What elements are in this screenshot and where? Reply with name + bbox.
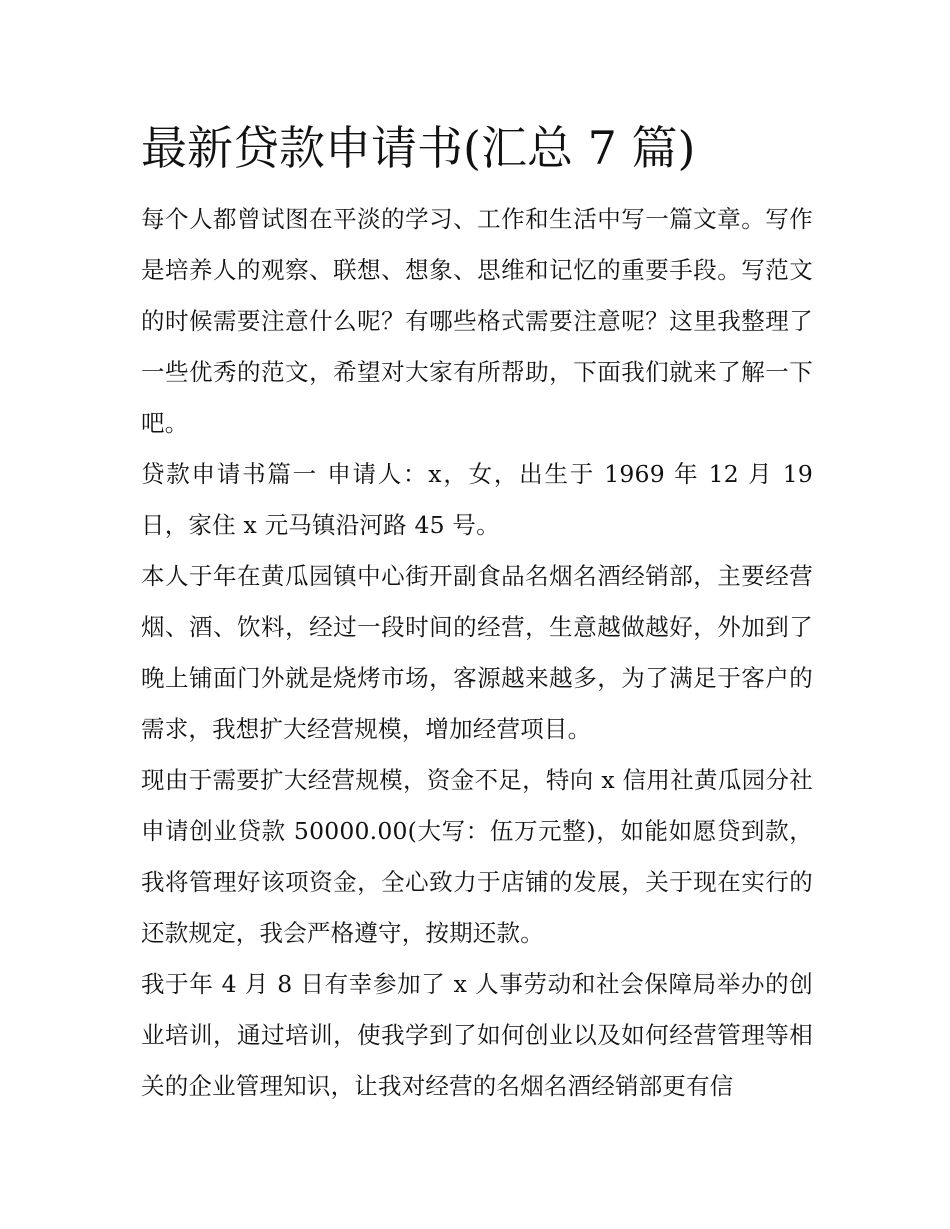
document-title: 最新贷款申请书(汇总 7 篇) bbox=[141, 121, 696, 175]
document-page bbox=[141, 112, 813, 1112]
paragraph-training: 我于年 4 月 8 日有幸参加了 x 人事劳动和社会保障局举办的创业培训，通过培训，使我学到了如何创业以及如何经营管理等相关的企业管理知识，让我对经营的名烟名酒经销部更有信 bbox=[141, 970, 813, 1100]
paragraph-applicant: 贷款申请书篇一 申请人：x，女，出生于 1969 年 12 月 19 日，家住 x 元马镇沿河路 45 号。 bbox=[141, 460, 813, 539]
paragraph-loan-request: 现由于需要扩大经营规模，资金不足，特向 x 信用社黄瓜园分社申请创业贷款 50000.00(大写：伍万元整)，如能如愿贷到款，我将管理好该项资金，全心致力于店铺的发展，关于现在实行的还款规定，我会严格遵守，按期还款。 bbox=[141, 766, 813, 947]
paragraph-intro: 每个人都曾试图在平淡的学习、工作和生活中写一篇文章。写作是培养人的观察、联想、想象、思维和记忆的重要手段。写范文的时候需要注意什么呢？有哪些格式需要注意呢？这里我整理了一些优秀的范文，希望对大家有所帮助，下面我们就来了解一下吧。 bbox=[141, 205, 813, 437]
paragraph-business: 本人于年在黄瓜园镇中心街开副食品名烟名酒经销部，主要经营烟、酒、饮料，经过一段时间的经营，生意越做越好，外加到了晚上铺面门外就是烧烤市场，客源越来越多，为了满足于客户的需求，我想扩大经营规模，增加经营项目。 bbox=[141, 562, 813, 743]
